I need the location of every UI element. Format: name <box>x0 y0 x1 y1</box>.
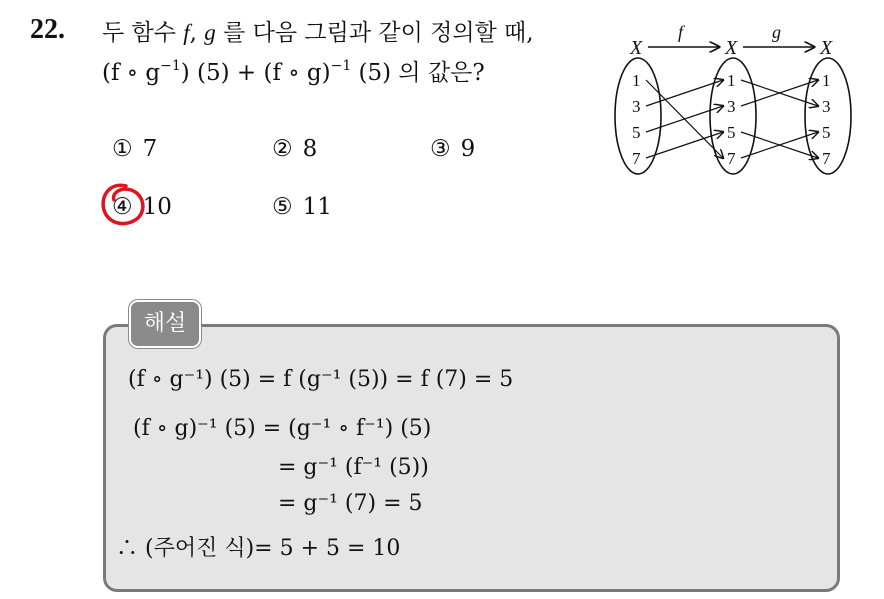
answer-mark-circle <box>96 180 152 232</box>
choice-4-symbol: ④ <box>112 194 133 220</box>
set-3-element-5: 5 <box>822 123 831 142</box>
choice-1-value: 7 <box>142 136 158 162</box>
set-1-element-7: 7 <box>632 149 641 168</box>
choice-3-value: 9 <box>460 136 476 162</box>
solution-tag: 해설 <box>129 300 201 348</box>
set-label-2: X <box>725 37 738 59</box>
mapping-diagram <box>600 18 860 178</box>
stem-text-pre: 두 함수 <box>102 20 184 46</box>
question-number: 22. <box>30 14 65 45</box>
set-2-element-5: 5 <box>727 123 736 142</box>
choice-5-value: 11 <box>302 194 332 220</box>
set-2-element-1: 1 <box>727 71 736 90</box>
expr-part-a: (f ∘ g <box>102 60 161 86</box>
function-f: f <box>183 20 190 45</box>
func-label-f: f <box>678 22 684 42</box>
set-2-element-7: 7 <box>727 149 736 168</box>
question-stem <box>102 14 534 47</box>
choice-3-symbol: ③ <box>430 136 451 162</box>
choice-2-value: 8 <box>302 136 318 162</box>
expr-part-c: (5) 의 값은? <box>351 60 485 86</box>
choice-5-symbol: ⑤ <box>272 194 293 220</box>
expr-part-b: ) (5) + (f ∘ g) <box>180 60 331 86</box>
func-label-g: g <box>772 22 781 42</box>
set-3-element-7: 7 <box>822 149 831 168</box>
set-label-3: X <box>820 37 833 59</box>
set-3-element-1: 1 <box>822 71 831 90</box>
set-1-element-3: 3 <box>632 97 641 116</box>
set-3-element-3: 3 <box>822 97 831 116</box>
inverse-exponent-2: −1 <box>330 58 352 74</box>
choice-3[interactable] <box>430 136 475 162</box>
set-2-element-3: 3 <box>727 97 736 116</box>
stem-text-post: 를 다음 그림과 같이 정의할 때, <box>215 20 534 46</box>
set-1-element-1: 1 <box>632 71 641 90</box>
choice-5[interactable] <box>272 194 332 220</box>
solution-line-4: = g⁻¹ (7) = 5 <box>278 491 423 516</box>
question-expression <box>102 54 485 87</box>
set-label-1: X <box>630 37 643 59</box>
set-1-element-5: 5 <box>632 123 641 142</box>
choice-4-value: 10 <box>142 194 172 220</box>
inverse-exponent-1: −1 <box>160 58 181 74</box>
choice-1-symbol: ① <box>112 136 133 162</box>
solution-line-3: = g⁻¹ (f⁻¹ (5)) <box>278 455 429 480</box>
function-g: g <box>204 20 216 45</box>
solution-line-1: (f ∘ g⁻¹) (5) = f (g⁻¹ (5)) = f (7) = 5 <box>128 367 514 392</box>
solution-line-2: (f ∘ g)⁻¹ (5) = (g⁻¹ ∘ f⁻¹) (5) <box>133 416 432 441</box>
f-map-5-to-3 <box>646 106 723 132</box>
choice-2[interactable] <box>272 136 317 162</box>
choice-1[interactable] <box>112 136 157 162</box>
solution-line-5: ∴ (주어진 식)= 5 + 5 = 10 <box>116 536 401 561</box>
stem-comma: , <box>189 20 205 46</box>
choice-2-symbol: ② <box>272 136 293 162</box>
